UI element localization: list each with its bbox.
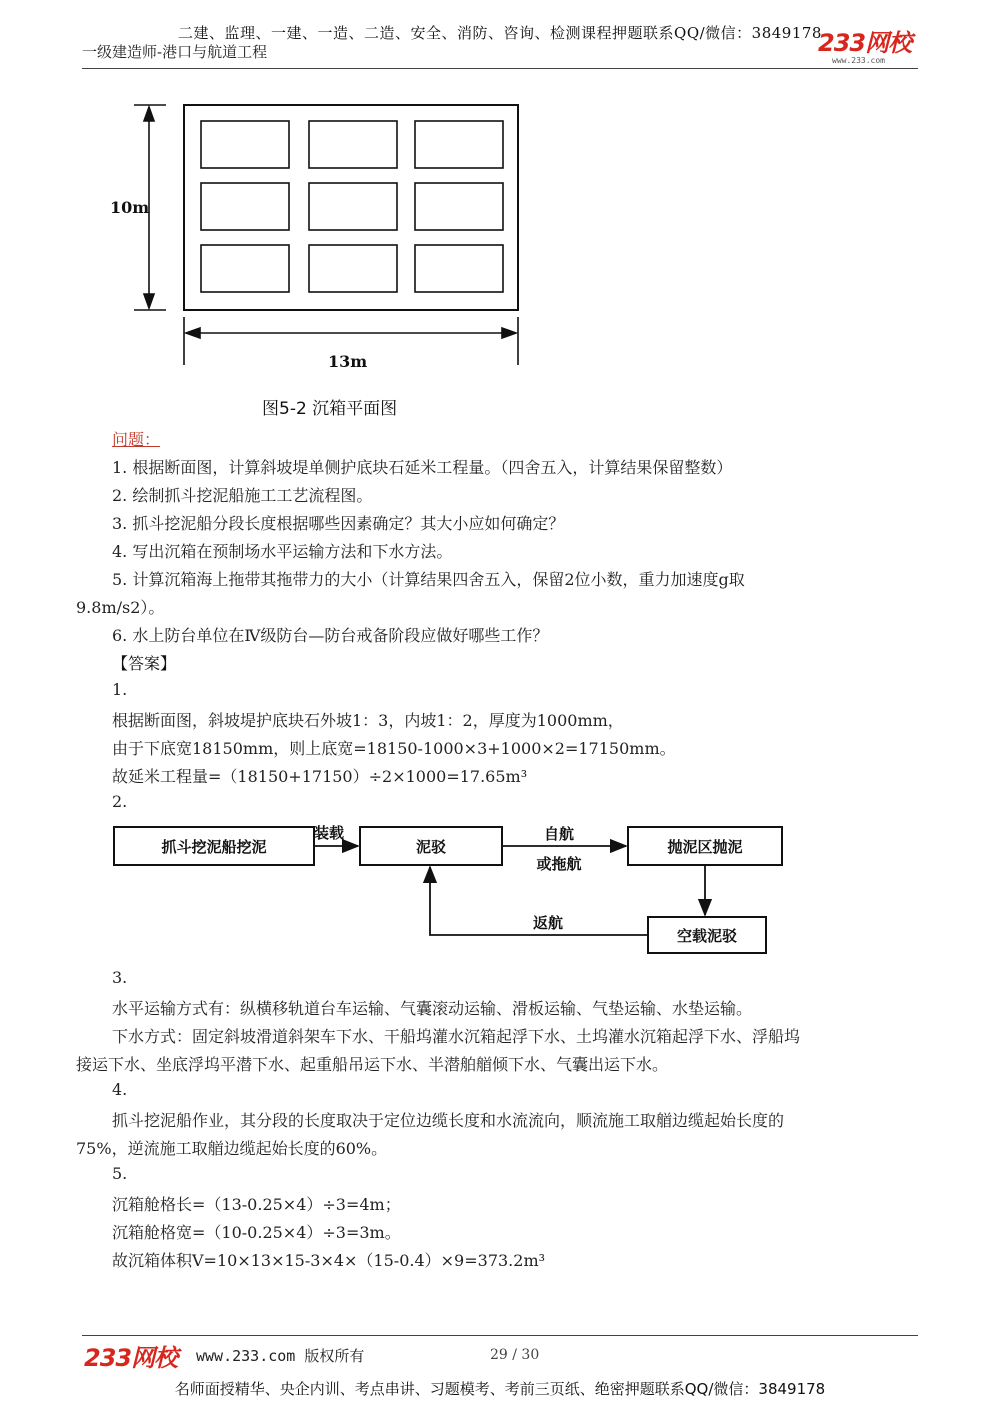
- header-contact-line: 二建、监理、一建、一造、二造、安全、消防、咨询、检测课程押题联系QQ/微信：3849178: [178, 24, 822, 42]
- question-item: 5. 计算沉箱海上拖带其拖带力的大小（计算结果四舍五入，保留2位小数，重力加速度g取: [112, 570, 745, 589]
- header-divider: [82, 68, 918, 69]
- width-label: 13m: [328, 352, 368, 371]
- question-item: 1. 根据断面图，计算斜坡堤单侧护底块石延米工程量。（四舍五入，计算结果保留整数）: [112, 458, 733, 477]
- flow-label-load: 装载: [314, 824, 345, 842]
- flow-box-empty-barge-label: 空载泥驳: [676, 927, 738, 945]
- flow-label-return: 返航: [532, 914, 564, 932]
- answer-1-line: 由于下底宽18150mm，则上底宽=18150-1000×3+1000×2=17150mm。: [112, 739, 676, 758]
- flow-label-sail: 自航: [543, 825, 575, 843]
- answer-header: 【答案】: [112, 654, 177, 673]
- footer-contact-line: 名师面授精华、央企内训、考点串讲、习题模考、考前三页纸、绝密押题联系QQ/微信：3849178: [174, 1380, 826, 1398]
- answer-1-line: 故延米工程量=（18150+17150）÷2×1000=17.65m³: [112, 767, 528, 786]
- cell: [415, 183, 503, 230]
- caisson-cells: [201, 121, 503, 292]
- answer-5-line: 沉箱舱格长=（13-0.25×4）÷3=4m；: [112, 1195, 401, 1214]
- answer-5-line: 沉箱舱格宽=（10-0.25×4）÷3=3m。: [112, 1223, 401, 1242]
- page-number: 29 / 30: [490, 1347, 540, 1363]
- cell: [415, 245, 503, 292]
- question-item: 2. 绘制抓斗挖泥船施工工艺流程图。: [112, 486, 373, 505]
- flow-box-dump-label: 抛泥区抛泥: [667, 838, 743, 856]
- cell: [309, 245, 397, 292]
- question-item-continued: 9.8m/s2）。: [76, 598, 165, 617]
- answer-4-number: 4.: [112, 1080, 128, 1099]
- flow-box-barge-label: 泥驳: [415, 838, 447, 856]
- answer-3-line: 下水方式：固定斜坡滑道斜架车下水、干船坞灌水沉箱起浮下水、土坞灌水沉箱起浮下水、浮船坞: [112, 1027, 801, 1046]
- dredging-process-flowchart: [100, 815, 800, 965]
- answer-1-number: 1.: [112, 680, 128, 699]
- footer-site: www.233.com 版权所有: [196, 1347, 365, 1365]
- caisson-outline: [184, 105, 518, 310]
- cell: [201, 245, 289, 292]
- height-label: 10m: [110, 198, 150, 217]
- header-logo: [818, 30, 911, 65]
- answer-2-number: 2.: [112, 792, 128, 811]
- answer-4-line: 抓斗挖泥船作业，其分段的长度取决于定位边缆长度和水流流向，顺流施工取艏边缆起始长度的: [112, 1111, 785, 1130]
- answer-5-number: 5.: [112, 1164, 128, 1183]
- question-item: 6. 水上防台单位在Ⅳ级防台—防台戒备阶段应做好哪些工作？: [112, 626, 549, 645]
- caisson-plan-figure: [100, 95, 540, 380]
- questions-label: 问题：: [112, 430, 161, 449]
- answer-4-line-continued: 75%，逆流施工取艏边缆起始长度的60%。: [76, 1139, 388, 1158]
- answer-3-number: 3.: [112, 968, 128, 987]
- logo-text: 233网校: [818, 29, 912, 57]
- cell: [309, 121, 397, 168]
- cell: [201, 183, 289, 230]
- footer-logo: 233网校: [84, 1344, 178, 1372]
- logo-url: www.233.com: [832, 56, 885, 65]
- question-item: 3. 抓斗挖泥船分段长度根据哪些因素确定？其大小应如何确定？: [112, 514, 565, 533]
- answer-5-line: 故沉箱体积V=10×13×15-3×4×（15-0.4）×9=373.2m³: [112, 1251, 546, 1270]
- document-subtitle: 一级建造师-港口与航道工程: [82, 43, 268, 61]
- answer-1-line: 根据断面图，斜坡堤护底块石外坡1：3，内坡1：2，厚度为1000mm，: [112, 711, 624, 730]
- cell: [415, 121, 503, 168]
- figure-caption: 图5-2 沉箱平面图: [262, 399, 398, 419]
- flow-box-dredge-label: 抓斗挖泥船挖泥: [161, 838, 267, 856]
- answer-3-line-continued: 接运下水、坐底浮坞平潜下水、起重船吊运下水、半潜舶艏倾下水、气囊出运下水。: [76, 1055, 669, 1074]
- cell: [201, 121, 289, 168]
- footer-divider: [82, 1335, 918, 1336]
- cell: [309, 183, 397, 230]
- flow-label-tow: 或拖航: [536, 855, 582, 873]
- question-item: 4. 写出沉箱在预制场水平运输方法和下水方法。: [112, 542, 453, 561]
- answer-3-line: 水平运输方式有：纵横移轨道台车运输、气囊滚动运输、滑板运输、气垫运输、水垫运输。: [112, 999, 753, 1018]
